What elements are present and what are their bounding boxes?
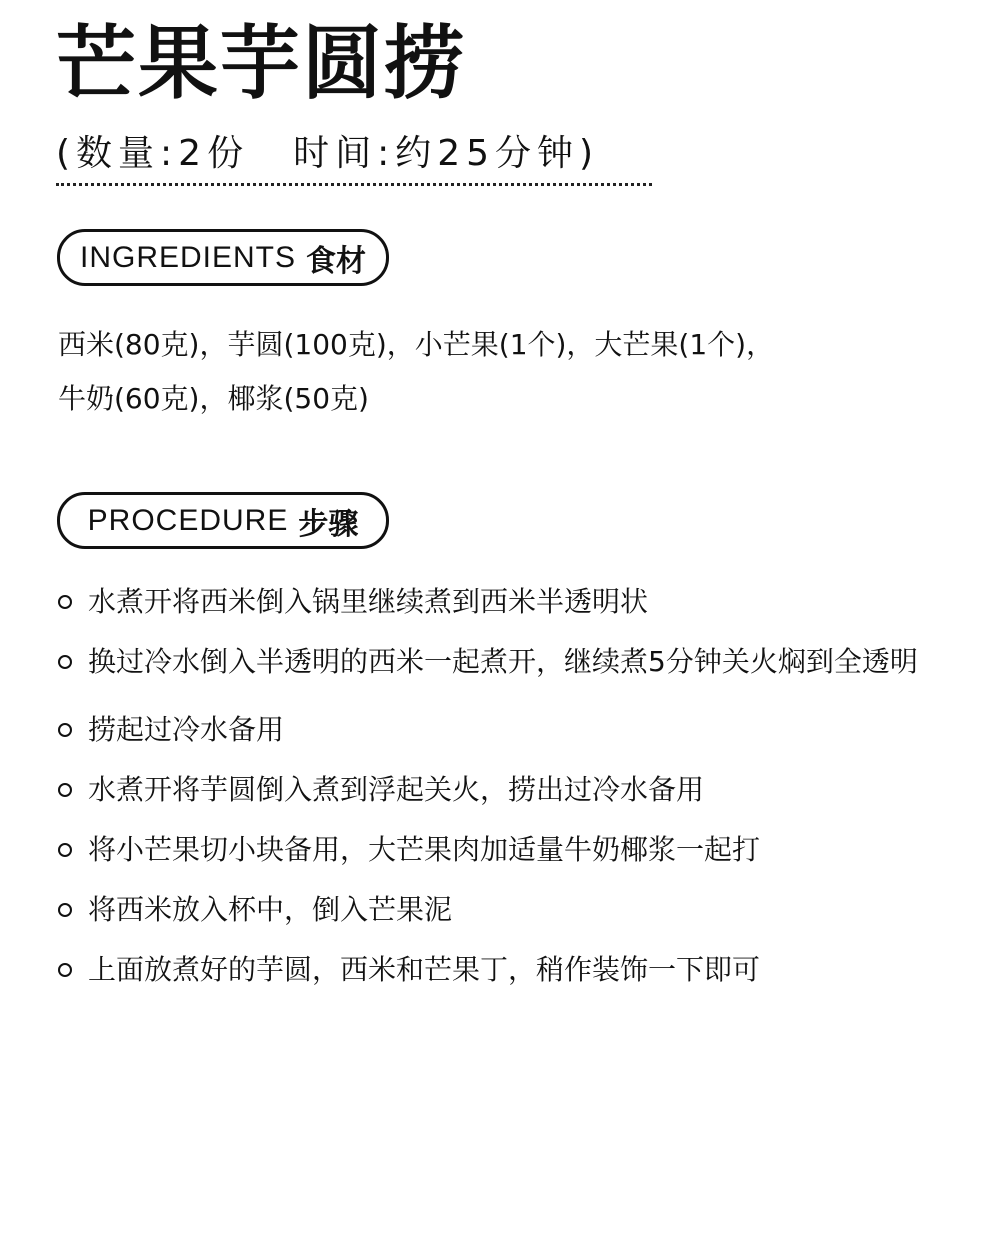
- bullet-circle-icon: [58, 963, 72, 977]
- procedure-step: [58, 946, 958, 994]
- procedure-steps: [58, 578, 958, 1006]
- bullet-circle-icon: [58, 783, 72, 797]
- recipe-meta: [56, 128, 599, 180]
- bullet-circle-icon: [58, 595, 72, 609]
- procedure-step: [58, 578, 958, 626]
- step-text: 捞起过冷水备用: [88, 713, 285, 746]
- procedure-step: [58, 886, 958, 934]
- bullet-circle-icon: [58, 903, 72, 917]
- ingredients-line: 牛奶(60克)，椰浆(50克): [58, 382, 369, 415]
- step-text: 水煮开将西米倒入锅里继续煮到西米半透明状: [88, 585, 649, 618]
- procedure-label-en: PROCEDURE: [87, 503, 289, 537]
- ingredients-list: [58, 318, 958, 426]
- recipe-title: 芒果芋圆捞: [56, 17, 466, 110]
- step-text: 水煮开将芋圆倒入煮到浮起关火，捞出过冷水备用: [88, 773, 705, 806]
- ingredients-label-en: INGREDIENTS: [79, 240, 297, 274]
- step-text: 换过冷水倒入半透明的西米一起煮开，继续煮5分钟关火焖到全透明: [88, 645, 918, 678]
- step-text: 上面放煮好的芋圆，西米和芒果丁，稍作装饰一下即可: [88, 953, 761, 986]
- step-text: 将小芒果切小块备用，大芒果肉加适量牛奶椰浆一起打: [88, 833, 761, 866]
- step-text: 将西米放入杯中，倒入芒果泥: [88, 893, 453, 926]
- meta-divider: [56, 183, 652, 186]
- bullet-circle-icon: [58, 723, 72, 737]
- procedure-step: [58, 826, 958, 874]
- procedure-step: [58, 638, 958, 686]
- quantity-text: (数量:2份: [56, 133, 250, 174]
- ingredients-label-cn: 食材: [306, 243, 367, 279]
- time-text: 时间:约25分钟): [293, 133, 600, 174]
- procedure-step: [58, 766, 958, 814]
- bullet-circle-icon: [58, 655, 72, 669]
- procedure-label-cn: 步骤: [298, 506, 359, 542]
- procedure-heading: [57, 492, 389, 549]
- procedure-step: [58, 706, 958, 754]
- bullet-circle-icon: [58, 843, 72, 857]
- ingredients-line: 西米(80克)，芋圆(100克)，小芒果(1个)，大芒果(1个)，: [58, 328, 775, 361]
- ingredients-heading: [57, 229, 389, 286]
